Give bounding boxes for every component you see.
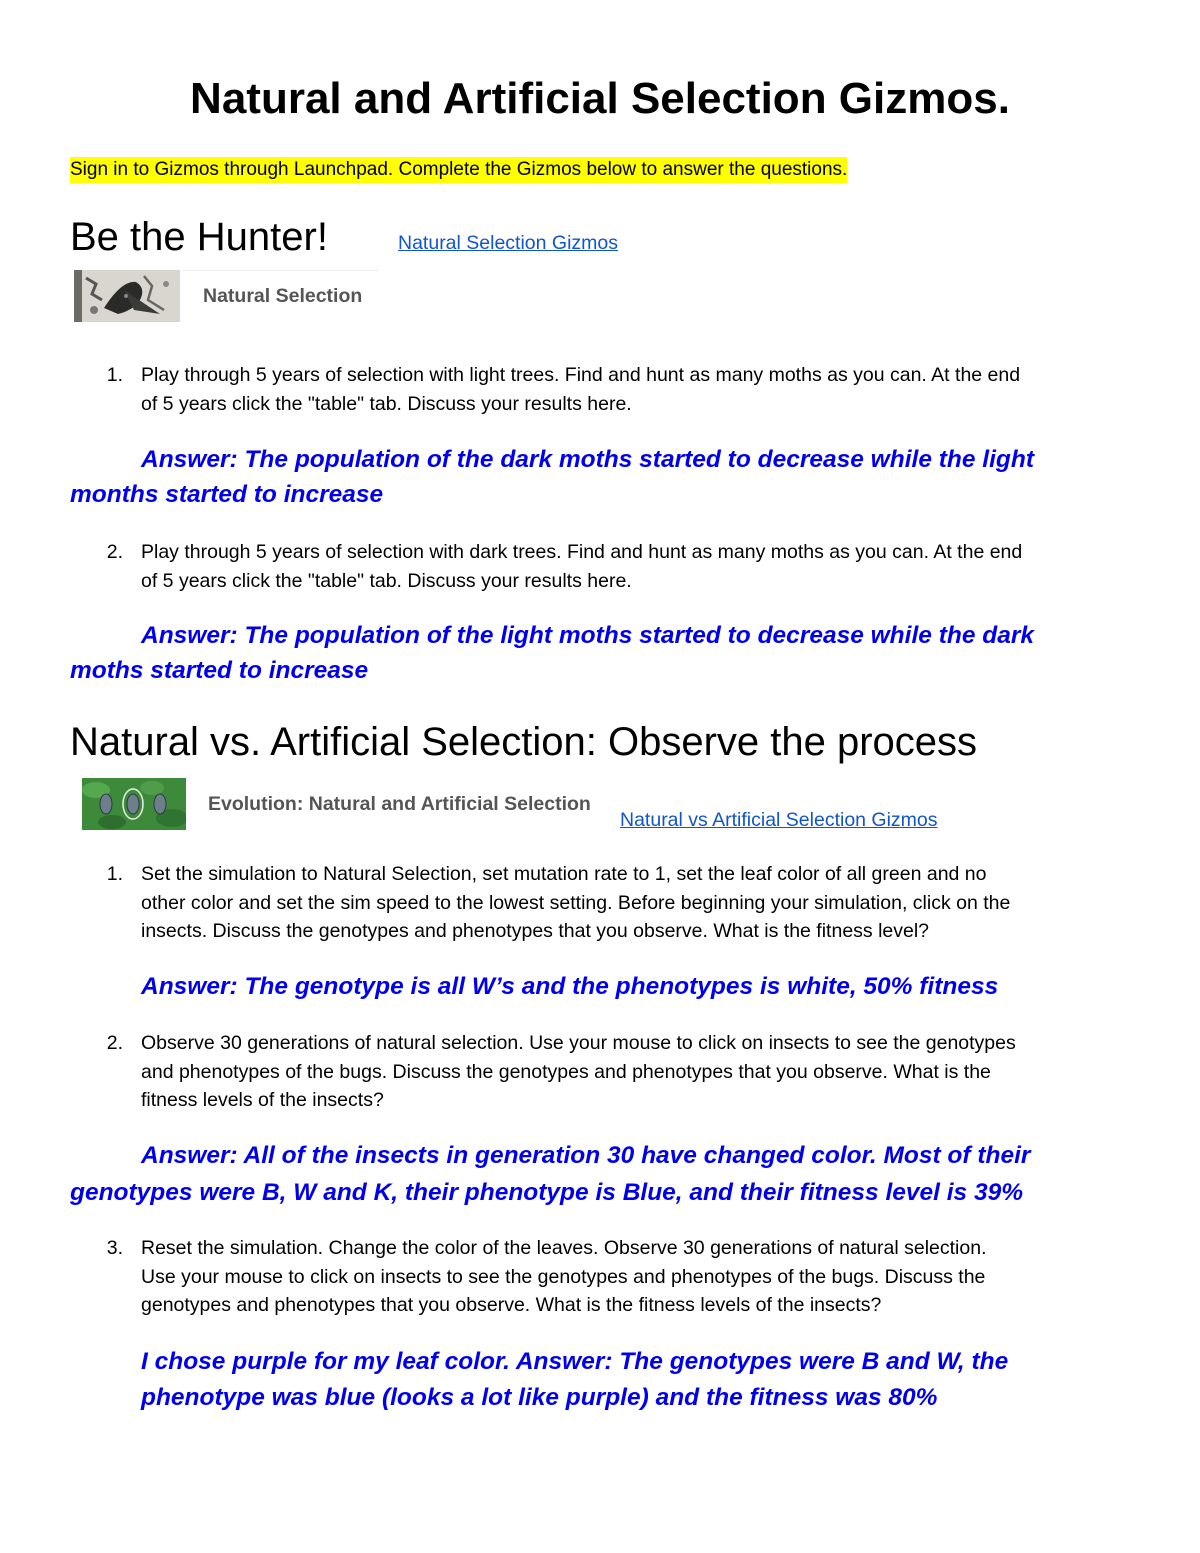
answer-line: Answer: The population of the dark moths started to decrease while the light — [141, 446, 1035, 473]
answer-line: genotypes were B, W and K, their phenotype is Blue, and their fitness level is 39% — [70, 1179, 1024, 1206]
insects-on-leaves-thumbnail — [82, 778, 186, 830]
natural-selection-thumb-label: Natural Selection — [203, 285, 363, 307]
question-number: 2. — [106, 541, 123, 563]
question-number: 3. — [106, 1237, 123, 1259]
question-number: 1. — [106, 364, 123, 386]
question-line: Use your mouse to click on insects to see the genotypes and phenotypes of the bugs. Discuss the — [141, 1265, 986, 1288]
section-heading-natural-vs-artificial: Natural vs. Artificial Selection: Observe the process — [70, 720, 978, 764]
question-text — [141, 860, 1141, 946]
question-line: genotypes and phenotypes that you observe. What is the fitness levels of the insects? — [141, 1294, 882, 1316]
question-number: 2. — [106, 1032, 123, 1054]
moth-thumbnail — [74, 270, 180, 322]
question-text — [141, 1234, 1141, 1320]
question-line: fitness levels of the insects? — [141, 1089, 384, 1111]
question-text — [141, 1029, 1141, 1115]
question-line: Observe 30 generations of natural selection. Use your mouse to click on insects to see the genotypes — [141, 1032, 1016, 1054]
answer-line: Answer: The population of the light moths started to decrease while the dark — [141, 622, 1035, 649]
section-heading-be-the-hunter: Be the Hunter! — [70, 215, 328, 259]
answer-line: Answer: All of the insects in generation 30 have changed color. Most of their — [141, 1142, 1031, 1169]
page-title: Natural and Artificial Selection Gizmos. — [190, 74, 1010, 123]
thumbnail-divider — [183, 270, 379, 271]
answer-line: moths started to increase — [70, 657, 369, 684]
answer-line: Answer: The genotype is all W’s and the phenotypes is white, 50% fitness — [141, 973, 999, 1000]
instructions-highlighted: Sign in to Gizmos through Launchpad. Complete the Gizmos below to answer the questions. — [70, 157, 847, 183]
question-number: 1. — [106, 863, 123, 885]
question-line: Reset the simulation. Change the color of the leaves. Observe 30 generations of natural selection. — [141, 1237, 987, 1259]
answer-line: months started to increase — [70, 481, 384, 508]
question-line: of 5 years click the "table" tab. Discuss your results here. — [141, 569, 632, 592]
natural-vs-artificial-gizmos-link[interactable]: Natural vs Artificial Selection Gizmos — [620, 809, 938, 831]
question-line: insects. Discuss the genotypes and phenotypes that you observe. What is the fitness level? — [141, 920, 930, 942]
question-line: Play through 5 years of selection with light trees. Find and hunt as many moths as you can. At the end — [141, 364, 1021, 386]
evolution-thumb-label: Evolution: Natural and Artificial Selection — [208, 793, 591, 815]
question-line: other color and set the sim speed to the lowest setting. Before beginning your simulation, click on the — [141, 891, 1011, 914]
answer-line: I chose purple for my leaf color. Answer: The genotypes were B and W, the — [141, 1348, 1009, 1375]
question-line: Play through 5 years of selection with dark trees. Find and hunt as many moths as you can. At the end — [141, 541, 1023, 563]
question-line: Set the simulation to Natural Selection, set mutation rate to 1, set the leaf color of all green and no — [141, 863, 987, 885]
question-line: of 5 years click the "table" tab. Discuss your results here. — [141, 392, 632, 415]
question-text — [141, 361, 1141, 418]
answer-line: phenotype was blue (looks a lot like purple) and the fitness was 80% — [141, 1384, 938, 1411]
question-line: and phenotypes of the bugs. Discuss the genotypes and phenotypes that you observe. What is the — [141, 1060, 991, 1083]
natural-selection-gizmos-link[interactable]: Natural Selection Gizmos — [398, 232, 619, 254]
question-text — [141, 538, 1141, 595]
